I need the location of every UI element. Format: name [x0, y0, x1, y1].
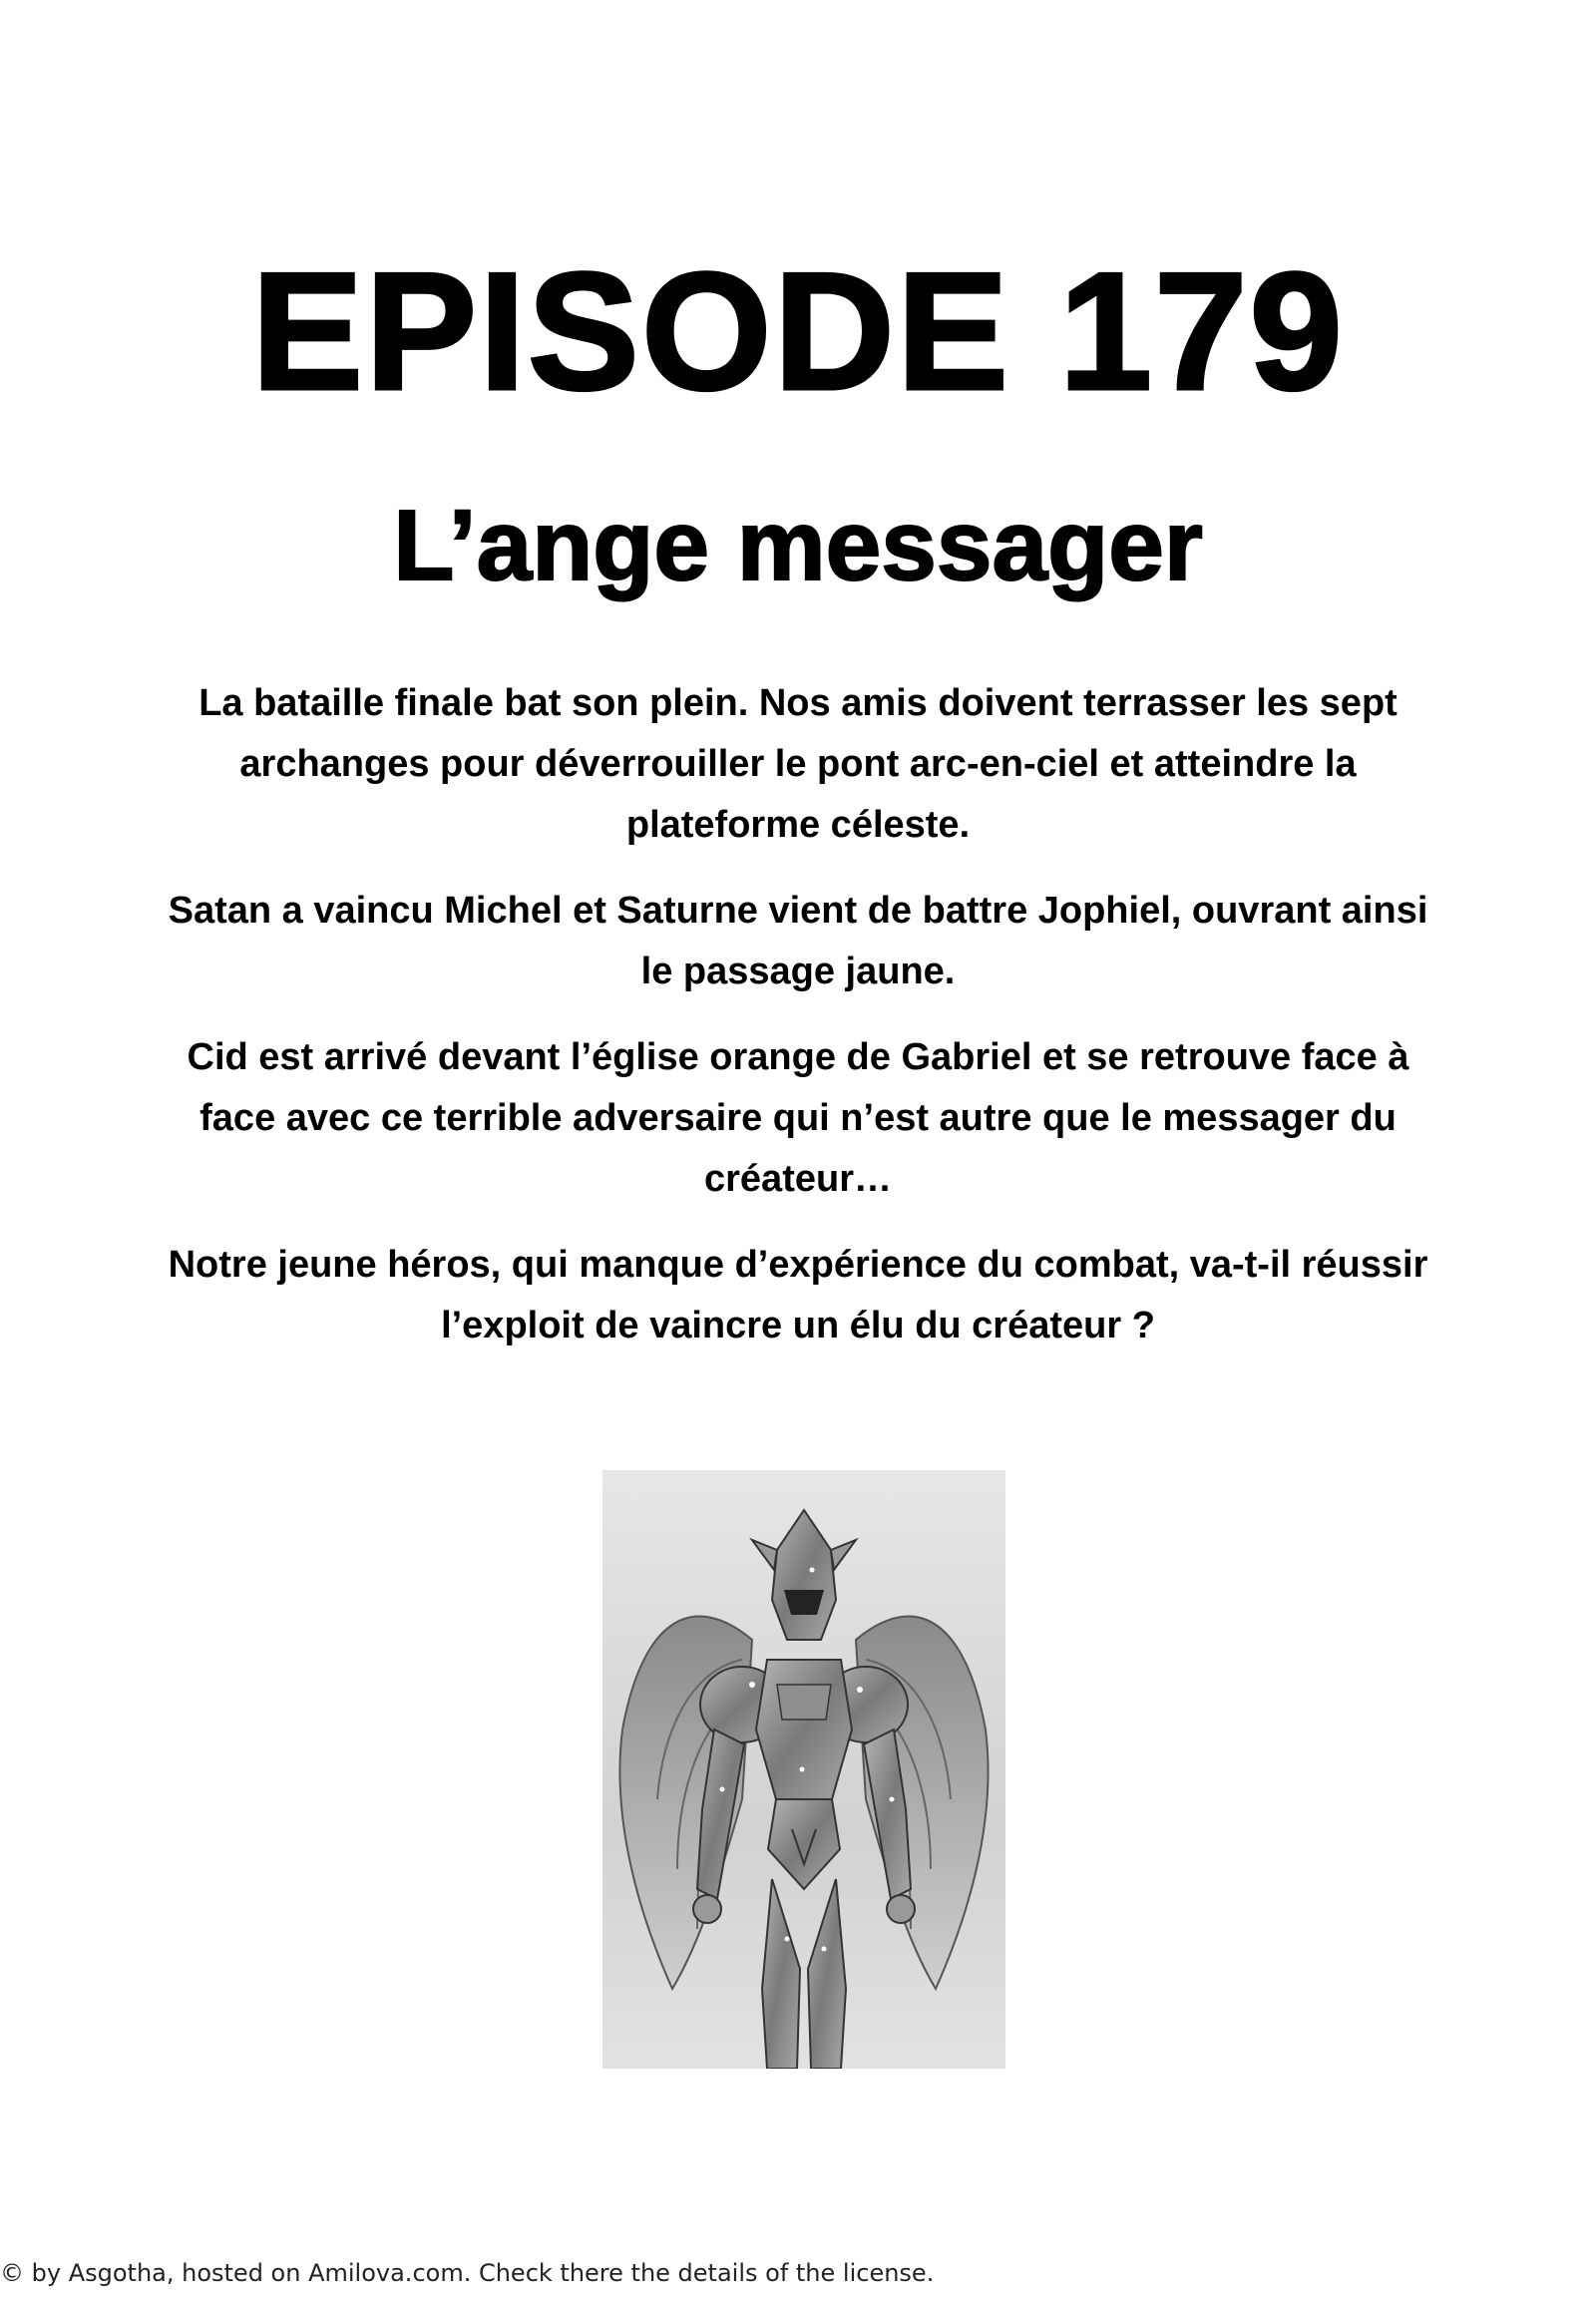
- armored-angel-illustration: [602, 1470, 1005, 2069]
- copyright-notice: © by Asgotha, hosted on Amilova.com. Check there the details of the license.: [0, 2259, 935, 2287]
- angel-figure-icon: [602, 1470, 1005, 2069]
- episode-subtitle: L’ange messager: [393, 490, 1203, 601]
- synopsis-paragraph: Satan a vaincu Michel et Saturne vient de battre Jophiel, ouvrant ainsi le passage jaune.: [168, 890, 1428, 992]
- synopsis-paragraph: Notre jeune héros, qui manque d’expérience du combat, va-t-il réussir l’exploit de vaincre un élu du créateur ?: [168, 1244, 1428, 1346]
- episode-title: EPISODE 179: [251, 237, 1345, 425]
- synopsis-paragraph: Cid est arrivé devant l’église orange de Gabriel et se retrouve face à face avec ce terrible adversaire qui n’est autre que le messager du créateur…: [187, 1036, 1409, 1200]
- synopsis: [150, 673, 1446, 1381]
- synopsis-paragraph: La bataille finale bat son plein. Nos amis doivent terrasser les sept archanges pour déverrouiller le pont arc-en-ciel et atteindre la plateforme céleste.: [199, 682, 1397, 846]
